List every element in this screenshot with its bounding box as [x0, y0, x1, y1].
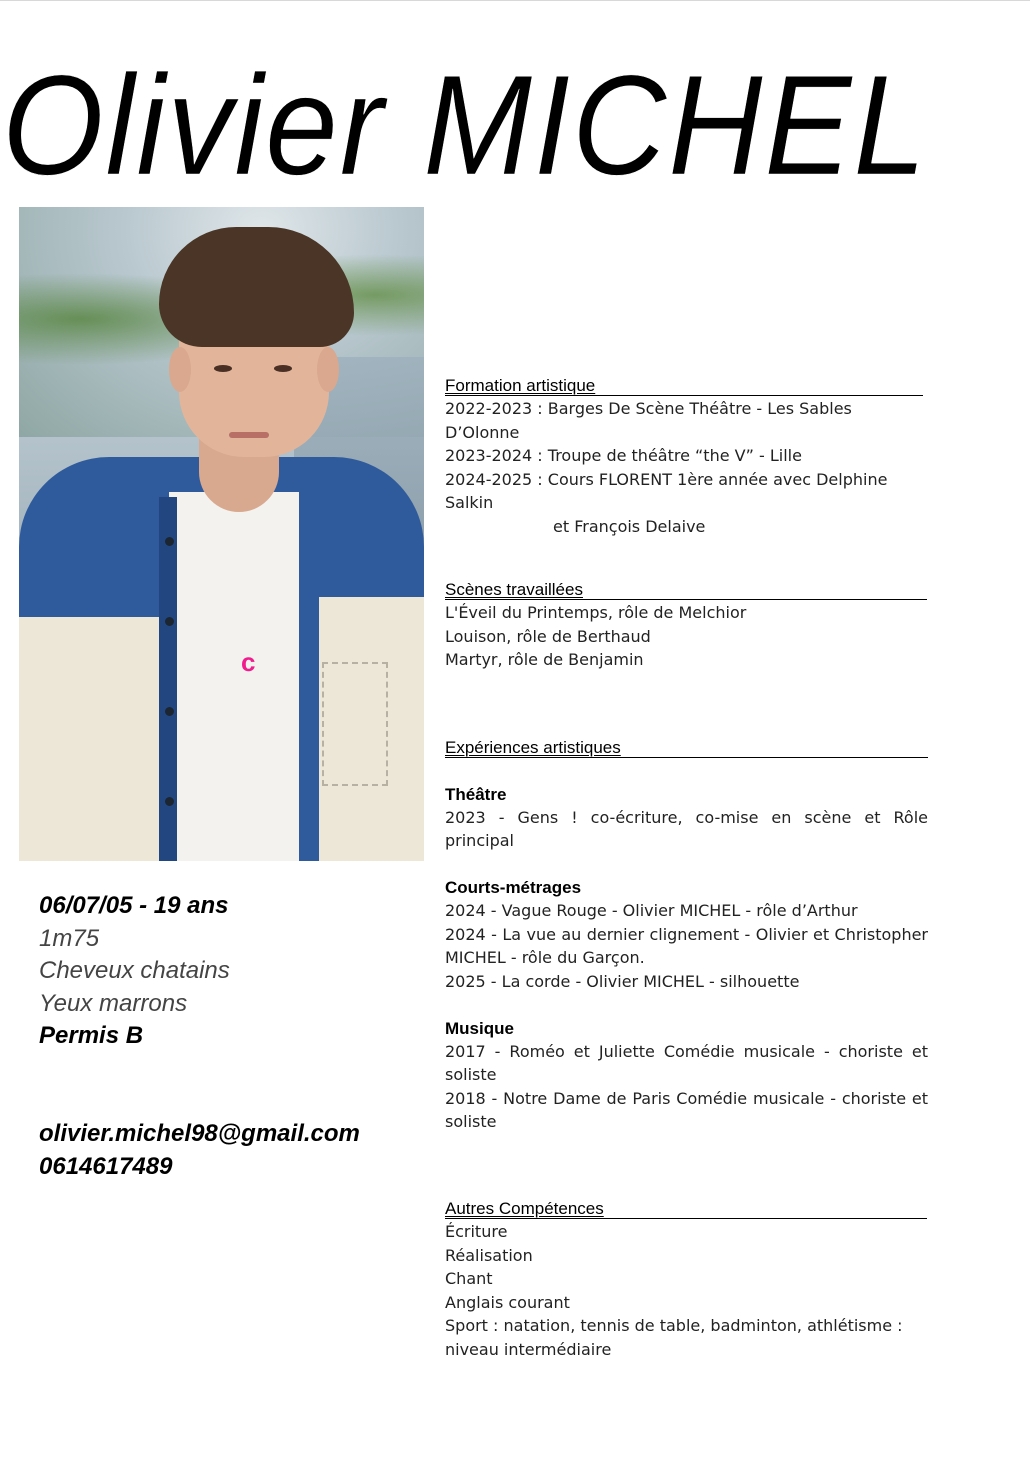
theatre-item: 2023 - Gens ! co-écriture, co-mise en scène et Rôle principal: [445, 807, 928, 850]
scenes-section: [445, 578, 927, 672]
person-name: Olivier MICHEL: [2, 46, 928, 205]
musique-title: Musique: [445, 1018, 514, 1038]
scene-item: Martyr, rôle de Benjamin: [445, 650, 644, 669]
portrait-photo: c: [19, 207, 424, 861]
scene-item: Louison, rôle de Berthaud: [445, 626, 651, 646]
musique-item: 2018 - Notre Dame de Paris Comédie musicale - choriste et soliste: [445, 1088, 928, 1131]
competences-section: [445, 1197, 927, 1361]
competence-item: Anglais courant: [445, 1292, 570, 1312]
competences-title: Autres Compétences: [445, 1197, 927, 1220]
eye-color: Yeux marrons: [39, 989, 188, 1017]
experiences-title: Expériences artistiques: [445, 736, 928, 759]
email-link[interactable]: olivier.michel98@gmail.com: [39, 1120, 360, 1147]
court-item: 2025 - La corde - Olivier MICHEL - silhouette: [445, 971, 800, 991]
competence-item: Sport : natation, tennis de table, badminton, athlétisme : niveau intermédiaire: [445, 1316, 903, 1359]
competence-item: Écriture: [445, 1222, 508, 1241]
scene-item: L'Éveil du Printemps, rôle de Melchior: [445, 603, 747, 622]
driving-license: Permis B: [39, 1022, 144, 1049]
profile-info: [39, 890, 230, 1053]
formation-line: 2023-2024 : Troupe de théâtre “the V” - Lille: [445, 446, 802, 465]
formation-line: 2024-2025 : Cours FLORENT 1ère année avec Delphine Salkin: [445, 469, 888, 512]
theatre-title: Théâtre: [445, 784, 507, 804]
musique-item: 2017 - Roméo et Juliette Comédie musicale - choriste et soliste: [445, 1041, 928, 1084]
competence-item: Chant: [445, 1269, 493, 1288]
birth-age: 06/07/05 - 19 ans: [39, 892, 229, 919]
contact-block: [39, 1117, 360, 1183]
height: 1m75: [39, 924, 100, 952]
formation-section: [445, 374, 923, 538]
top-rule: [0, 0, 1030, 1]
hair-color: Cheveux chatains: [39, 957, 230, 984]
phone-number[interactable]: 0614617489: [39, 1153, 173, 1180]
courts-title: Courts-métrages: [445, 878, 582, 897]
formation-line: 2022-2023 : Barges De Scène Théâtre - Les Sables D’Olonne: [445, 399, 852, 442]
court-item: 2024 - La vue au dernier clignement - Olivier et Christopher MICHEL - rôle du Garçon.: [445, 924, 928, 967]
competence-item: Réalisation: [445, 1245, 533, 1265]
experiences-section: [445, 736, 928, 1134]
court-item: 2024 - Vague Rouge - Olivier MICHEL - rôle d’Arthur: [445, 901, 858, 920]
formation-title: Formation artistique: [445, 374, 923, 397]
formation-line: et François Delaive: [553, 516, 706, 536]
scenes-title: Scènes travaillées: [445, 578, 927, 601]
